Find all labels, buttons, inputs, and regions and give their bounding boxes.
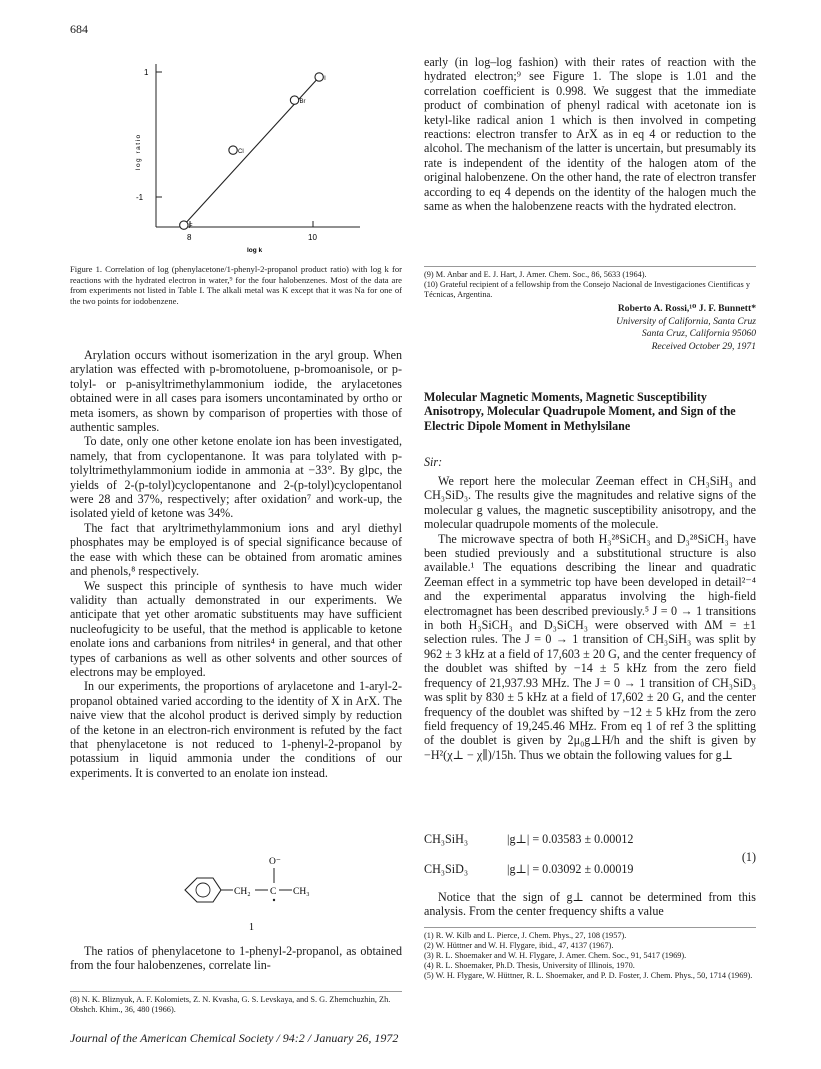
paragraph: We report here the molecular Zeeman effect in CH₃SiH₃ and CH₃SiD₃. The results give the magnitudes and relative signs of the molecular g values, the magnetic susceptibility anisotropy, and the molecular quadrupole moments of the molecule. (424, 474, 756, 532)
journal-footer: Journal of the American Chemical Society / 94:2 / January 26, 1972 (70, 1031, 399, 1045)
data-point (229, 146, 237, 154)
figure-1-plot (70, 52, 402, 264)
reference: (2) W. Hüttner and W. H. Flygare, ibid., 47, 4137 (1967). (424, 941, 614, 950)
compound-label: 1 (249, 922, 254, 933)
reference: (4) R. L. Shoemaker, Ph.D. Thesis, University of Illinois, 1970. (424, 961, 635, 970)
references (424, 927, 756, 981)
y-axis-label: log ratio (135, 133, 142, 170)
signature-block (424, 303, 756, 353)
paragraph: Notice that the sign of g⊥ cannot be determined from this analysis. From the center frequency shifts a value (424, 890, 756, 919)
aromatic-circle (196, 883, 210, 897)
left-column-tail (70, 944, 402, 973)
group-label: O⁻ (269, 857, 281, 867)
signature-authors: Roberto A. Rossi,¹⁰ J. F. Bunnett* (617, 303, 756, 314)
figure-caption: Figure 1. Correlation of log (phenylacetone/1-phenyl-2-propanol product ratio) with log k for reactions with the hydrated electron in water,⁹ for the four halobenzenes. Most of the data are from experiments not listed in Table I. The alkali metal was K except that it was Na for one of the two points for iodobenzene. (70, 264, 402, 306)
paragraph: early (in log–log fashion) with their rates of reaction with the hydrated electron;⁹ see Figure 1. The slope is 1.01 and the correlation coefficient is 0.998. We suggest that the immediate product of combination of phenyl radical with acetonate ion is ketyl-like radical anion 1 which is then involved in competing reactions: electron transfer to ArX as in eq 4 or reduction to the alcohol. The mechanism of the latter is uncertain, but presumably its rate is independent of the identity of the halogen atom of the original halobenzene. On the other hand, the rate of electron transfer according to eq 4 depends on the identity of the halogen much the same as when the halobenzene reacts with the hydrated electron. (424, 55, 756, 214)
equation-1 (424, 830, 756, 886)
right-column-top (424, 55, 756, 213)
x-tick-label: 8 (187, 233, 192, 242)
signature-affiliation: University of California, Santa Cruz (616, 315, 756, 327)
article-title: Molecular Magnetic Moments, Magnetic Susceptibility Anisotropy, Molecular Quadrupole Moment, and Sign of the Electric Dipole Moment in Methylsilane (424, 390, 736, 433)
footnote-9: (9) M. Anbar and E. J. Hart, J. Amer. Chem. Soc., 86, 5633 (1964). (424, 270, 647, 279)
paragraph: The ratios of phenylacetone to 1-phenyl-2-propanol, as obtained from the four halobenzenes, correlate lin- (70, 944, 402, 973)
paragraph: The microwave spectra of both H₃²⁸SiCH₃ and D₃²⁸SiCH₃ have been studied previously and a substitutional structure is also available.¹ The equations describing the linear and quadratic Zeeman effect in a symmetric top have been developed in detail²⁻⁴ and the experimental apparatus involving the high-field electromagnet has been described previously.⁵ J = 0 → 1 transitions in both H₃SiCH₃ and D₃SiCH₃ were observed with ΔM = ±1 selection rules. The J = 0 → 1 transition of CH₃SiH₃ was split by 962 ± 3 kHz at a field of 17,603 ± 20 G, and the center frequency of the doublet was shifted by −14 ± 5 kHz from the zero field frequency of 21,937.93 MHz. The J = 0 → 1 transition of CH₃SiD₃ was split by 830 ± 5 kHz at a field of 17,602 ± 20 G, and the center frequency of the doublet was shifted by −12 ± 5 kHz from the zero field frequency of 19,245.46 MHz. From eq 1 of ref 3 the splitting of the doublet is given by 2μ₀g⊥H/h and the shift is given by −H²(χ⊥ − χ∥)/15h. Thus we obtain the following values for g⊥ (424, 531, 756, 762)
radical-dot (273, 899, 275, 901)
data-point-label: I (324, 76, 326, 82)
x-tick-label: 10 (308, 233, 317, 242)
group-label: CH₃ (293, 887, 310, 897)
right-column-body (424, 474, 756, 762)
data-point (180, 221, 188, 229)
reference: (1) R. W. Kilb and L. Pierce, J. Chem. Phys., 27, 108 (1957). (424, 931, 627, 940)
signature-address: Santa Cruz, California 95060 (641, 328, 756, 339)
figure-1 (70, 52, 402, 264)
footnotes-9-10 (424, 266, 756, 300)
equation-value: |g⊥| = 0.03092 ± 0.00019 (507, 862, 634, 876)
group-label: CH₂ (234, 887, 251, 897)
data-point (315, 73, 323, 81)
compound-1-structure (175, 850, 375, 940)
data-point (290, 96, 298, 104)
equation-row (424, 832, 633, 847)
salutation: Sir: (424, 455, 443, 469)
equation-number: (1) (741, 850, 756, 864)
footnote-8: (8) N. K. Bliznyuk, A. F. Kolomiets, Z. N. Kvasha, G. S. Levskaya, and S. G. Zhemchuzhin, Zh. Obshch. Khim., 36, 480 (1966). (70, 991, 402, 1015)
benzene-ring (185, 878, 221, 902)
figure-marks (180, 73, 327, 230)
reference: (3) R. L. Shoemaker and W. H. Flygare, J. Amer. Chem. Soc., 91, 5417 (1969). (424, 951, 687, 960)
paragraph: We suspect this principle of synthesis to have much wider validity than actually demonstrated in our experiments. We anticipate that yet other aromatic substituents may have sufficient nucleofugicity to be useful, that the method is applicable to ketone enolate ions and carbanions from nitriles⁴ in general, and that other types of carbanions as well as other solvents and other sources of electrons may be employed. (70, 578, 402, 679)
equation-row (424, 862, 633, 877)
y-tick-label: 1 (144, 68, 149, 77)
structure-diagram (175, 850, 375, 940)
right-column-tail (424, 890, 756, 919)
reference: (5) W. H. Flygare, W. Hüttner, R. L. Shoemaker, and P. D. Foster, J. Chem. Phys., 50, 1714 (1969). (424, 971, 753, 980)
paragraph: Arylation occurs without isomerization in the aryl group. When arylation was effected with p-bromotoluene, p-bromoanisole, or p-tolyl- or p-anisyltrimethylammonium iodide, the arylacetones obtained were in all cases para isomers uncontaminated by ortho or meta isomers, as shown by comparison of properties with those of authentic samples. (70, 348, 402, 435)
y-tick-label: -1 (136, 193, 144, 202)
x-axis-label: log k (247, 247, 263, 254)
equation-value: |g⊥| = 0.03583 ± 0.00012 (507, 832, 634, 846)
page-number: 684 (70, 22, 88, 36)
left-column-body (70, 348, 402, 780)
group-label: C (270, 887, 277, 897)
paragraph: The fact that aryltrimethylammonium ions and aryl diethyl phosphates may be employed is of special significance because of the ease with which these can be obtained from aromatic amines and phenols,⁸ respectively. (70, 520, 402, 579)
received-date: Received October 29, 1971 (651, 340, 756, 352)
paragraph: In our experiments, the proportions of arylacetone and 1-aryl-2-propanol obtained varied according to the identity of X in ArX. The naive view that the alcohol product is derived simply by reduction of the ketone in an electron-rich environment is refuted by the fact that phenylacetone is not reduced to 1-phenyl-2-propanol by potassium in liquid ammonia under the conditions of our experiments. It is converted to an enolate ion instead. (70, 679, 402, 780)
footnote-10: (10) Grateful recipient of a fellowship from the Consejo Nacional de Investigaciones Cientificas y Técnicas, Argentina. (424, 280, 751, 299)
paragraph: To date, only one other ketone enolate ion has been investigated, namely, that from cyclopentanone. It was para tolylated with p-tolyltrimethylammonium iodide in ammonia at −33°. By glpc, the yields of 2-(p-tolyl)cyclopentanone and 2-(p-tolyl)cyclopentanol were 28 and 37%, respectively; after oxidation⁷ and work-up, the isolated yield of ketone was 34%. (70, 434, 402, 521)
data-point-label: Cl (238, 149, 244, 156)
equation-molecule: CH₃SiH₃ (424, 832, 469, 846)
equation-molecule: CH₃SiD₃ (424, 862, 469, 876)
data-point-label: Br (299, 99, 306, 106)
data-point-label: F (188, 224, 193, 231)
